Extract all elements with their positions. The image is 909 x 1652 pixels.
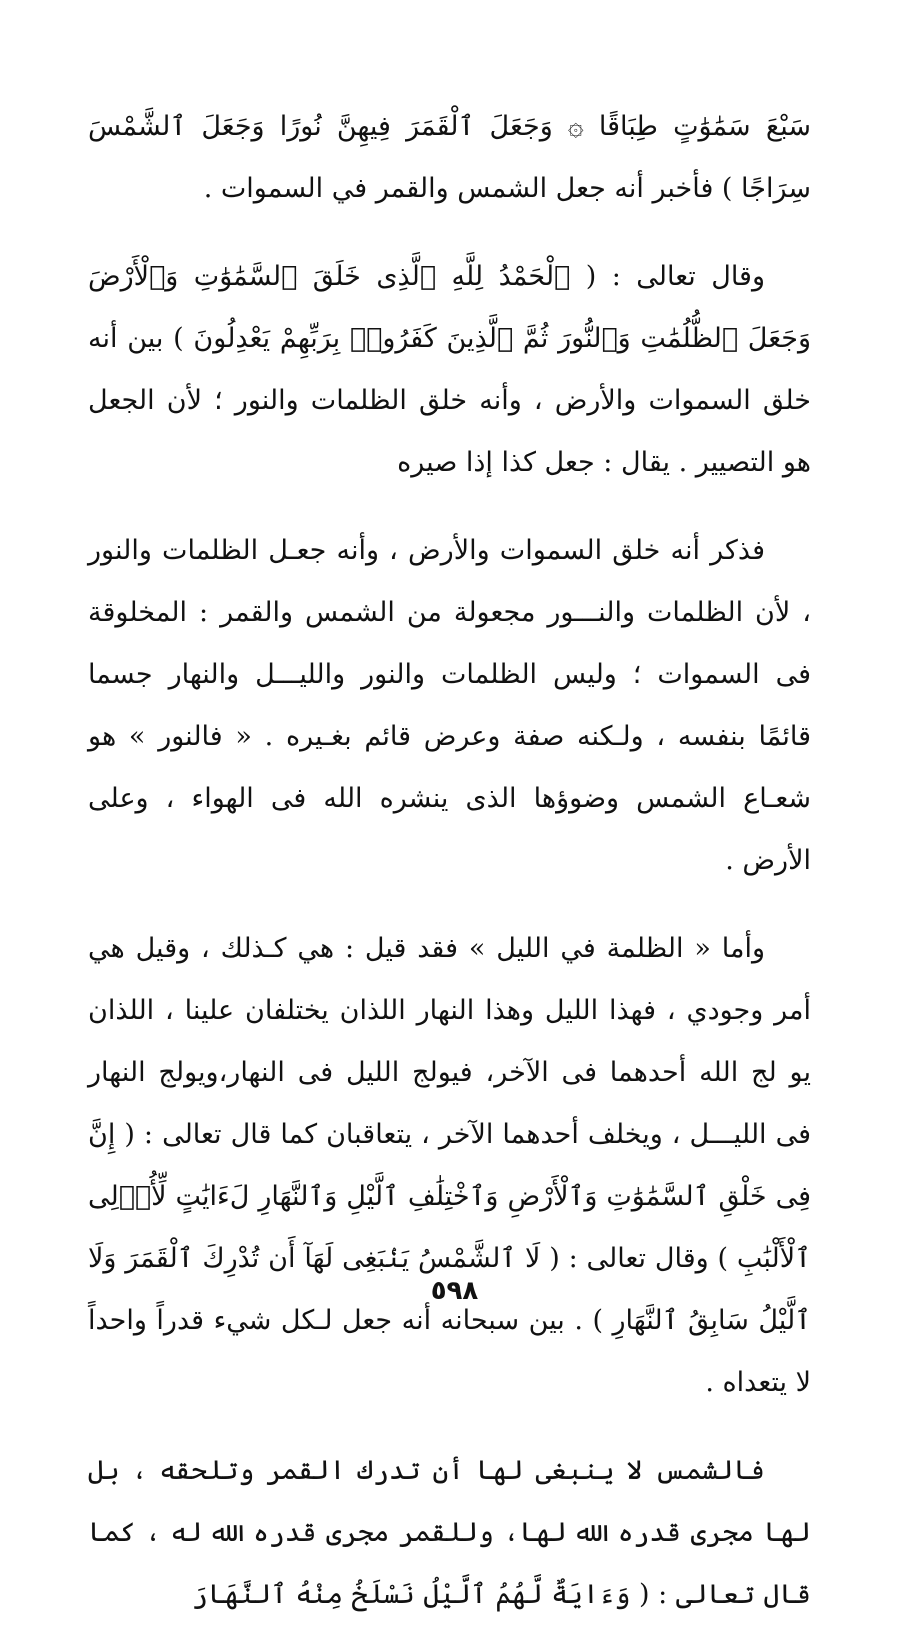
page-number: ٥٩٨ <box>430 1276 479 1306</box>
paragraph-5: فالشمس لا ينبغى لها أن تدرك القمر وتلحقه ، بل لها مجرى قدره الله لها، وللقمر مجرى قدره الله له ، كما قال تعالى : ( وَءَايَةٌ لَّهُمُ ٱلَّيْلُ نَسْلَخُ مِنْهُ ٱلنَّهَارَ <box>88 1455 811 1610</box>
main-text <box>88 96 811 1652</box>
paragraph-4: وأما « الظلمة في الليل » فقد قيل : هي كـذلك ، وقيل هي أمر وجودي ، فهذا الليل وهذا النهار اللذان يختلفان علينا ، اللذان يو لج الله أحدهما فى الآخر، فيولج الليل فى النهار،ويولج النهار فى الليـــل ، ويخلف أحدهما الآخر ، يتعاقبان كما قال تعالى : ( إِنَّ فِى خَلْقِ ٱلسَّمَٰوَٰتِ وَٱلْأَرْضِ وَٱخْتِلَٰفِ ٱلَّيْلِ وَٱلنَّهَارِ لَءَايَٰتٍ لِّأُو۟لِى ٱلْأَلْبَٰبِ ) وقال تعالى : ( لَا ٱلشَّمْسُ يَنۢبَغِى لَهَآ أَن تُدْرِكَ ٱلْقَمَرَ وَلَا ٱلَّيْلُ سَابِقُ ٱلنَّهَارِ ) . بين سبحانه أنه جعل لـكل شيء قدراً واحداً لا يتعداه . <box>88 933 811 1398</box>
paragraph-2: وقال تعالى : ( ٱلْحَمْدُ لِلَّهِ ٱلَّذِى خَلَقَ ٱلسَّمَٰوَٰتِ وَٱلْأَرْضَ وَجَعَلَ ٱلظُّلُمَٰتِ وَٱلنُّورَ ثُمَّ ٱلَّذِينَ كَفَرُوا۟ بِرَبِّهِمْ يَعْدِلُونَ ) بين أنه خلق السموات والأرض ، وأنه خلق الظلمات والنور ؛ لأن الجعل هو التصيير . يقال : جعل كذا إذا صيره <box>88 261 811 478</box>
paragraph-3: فذكر أنه خلق السموات والأرض ، وأنه جعـل الظلمات والنور ، لأن الظلمات والنـــور مجعولة من الشمس والقمر : المخلوقة فى السموات ؛ وليس الظلمات والنور والليـــل والنهار جسما قائمًا بنفسه ، ولـكنه صفة وعرض قائم بغـيره . « فالنور » هو شعـاع الشمس وضوؤها الذى ينشره الله فى الهواء ، وعلى الأرض . <box>88 535 811 876</box>
paragraph-1: سَبْعَ سَمَٰوَٰتٍ طِبَاقًا ۞ وَجَعَلَ ٱلْقَمَرَ فِيهِنَّ نُورًا وَجَعَلَ ٱلشَّمْسَ سِرَاجًا ) فأخبر أنه جعل الشمس والقمر في السموات . <box>88 111 811 204</box>
